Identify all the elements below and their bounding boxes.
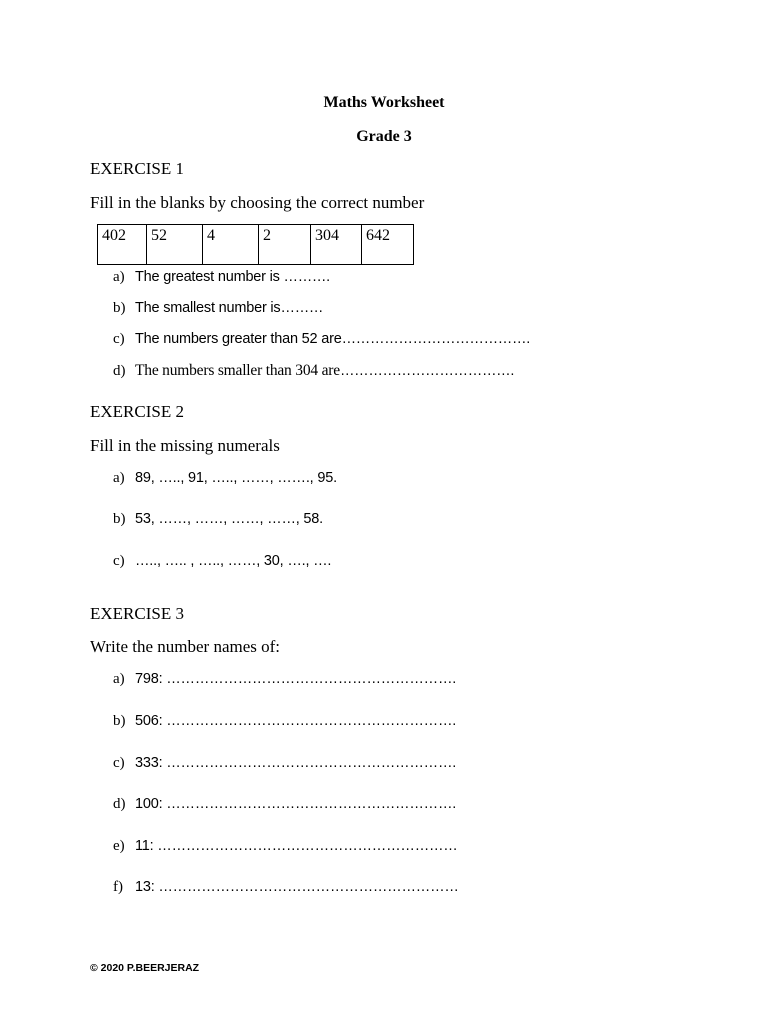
number-cell: 304: [311, 225, 362, 265]
exercise-2-item-a: [113, 470, 337, 487]
exercise-3-item-d: [113, 796, 456, 813]
page-title: Maths Worksheet: [323, 94, 445, 111]
exercise-3-item-f: [113, 879, 459, 896]
grade-subtitle: Grade 3: [356, 128, 412, 145]
item-text: ….., ….. , ….., ……, 30, …., ….: [135, 553, 332, 569]
item-text: The numbers greater than 52 are: [135, 331, 342, 347]
item-label: d): [113, 796, 126, 812]
exercise-2-instruction: Fill in the missing numerals: [90, 436, 280, 455]
item-text: 798: …………………………………………………….: [135, 671, 457, 687]
item-label: a): [113, 671, 125, 687]
exercise-1-item-b: [113, 300, 323, 317]
exercise-1-heading: EXERCISE 1: [90, 159, 184, 178]
number-choices-row: [98, 225, 414, 265]
item-text: 13: ………………………………………………………: [135, 879, 459, 895]
item-text: 89, ….., 91, ….., ……, ……., 95.: [135, 470, 337, 486]
item-text: 53, ……, ……, ……, ……, 58.: [135, 511, 323, 527]
item-label: c): [113, 755, 125, 771]
item-label: e): [113, 838, 125, 854]
item-text: 506: …………………………………………………….: [135, 713, 457, 729]
exercise-3-item-c: [113, 755, 456, 772]
copyright-footer: © 2020 P.BEERJERAZ: [90, 962, 200, 974]
exercise-3-item-a: [113, 671, 456, 688]
exercise-1-item-c: [113, 331, 530, 348]
exercise-2-item-b: [113, 511, 323, 528]
item-text: The smallest number is: [135, 300, 281, 316]
exercise-1-item-a: [113, 269, 330, 286]
item-label: b): [113, 511, 126, 527]
exercise-3-item-b: [113, 713, 456, 730]
exercise-3-heading: EXERCISE 3: [90, 604, 184, 623]
item-text: The numbers smaller than 304 are: [135, 362, 340, 379]
item-text: 11: ………………………………………………………: [135, 838, 458, 854]
exercise-1-item-d: [113, 362, 514, 380]
item-label: d): [113, 363, 126, 379]
number-cell: 52: [147, 225, 203, 265]
item-label: b): [113, 300, 126, 316]
number-cell: 4: [203, 225, 259, 265]
blank-dots: ………………………………….: [341, 331, 530, 347]
number-cell: 642: [362, 225, 414, 265]
number-choices-table: [97, 224, 414, 265]
blank-dots: ………: [280, 300, 324, 316]
item-text: 100: …………………………………………………….: [135, 796, 457, 812]
number-cell: 402: [98, 225, 147, 265]
number-cell: 2: [259, 225, 311, 265]
exercise-3-item-e: [113, 838, 458, 855]
exercise-3-instruction: Write the number names of:: [90, 637, 281, 656]
item-label: c): [113, 553, 125, 569]
item-text: 333: …………………………………………………….: [135, 755, 457, 771]
exercise-1-instruction: Fill in the blanks by choosing the correct number: [90, 193, 425, 212]
item-label: a): [113, 269, 125, 285]
item-label: a): [113, 470, 125, 486]
item-label: b): [113, 713, 126, 729]
item-label: c): [113, 331, 125, 347]
exercise-2-item-c: [113, 553, 331, 570]
item-label: f): [113, 879, 123, 895]
blank-dots: ……………………………….: [339, 363, 515, 379]
blank-dots: ……….: [283, 269, 330, 285]
item-text: The greatest number is: [135, 269, 284, 285]
exercise-2-heading: EXERCISE 2: [90, 402, 184, 421]
